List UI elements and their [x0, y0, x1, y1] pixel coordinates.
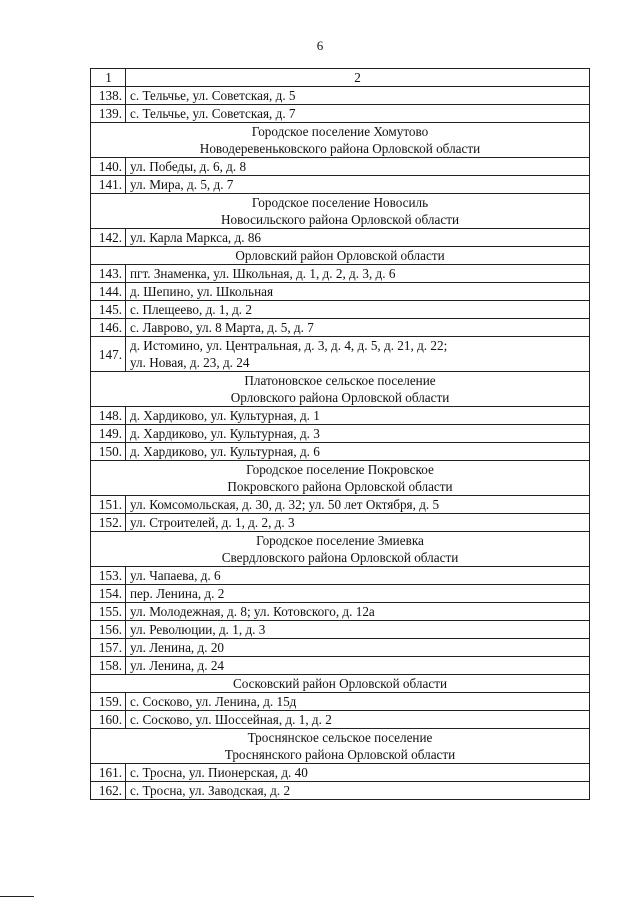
row-address — [126, 407, 590, 425]
cell-line: Орловского района Орловской области — [230, 390, 450, 405]
cell-line: Городское поселение Новосиль — [251, 195, 429, 210]
section-title — [91, 194, 590, 229]
cell-line: с. Лаврово, ул. 8 Марта, д. 5, д. 7 — [130, 320, 314, 335]
row-address — [126, 319, 590, 337]
table-row — [91, 283, 590, 301]
cell-line: ул. Комсомольская, д. 30, д. 32; ул. 50 лет Октября, д. 5 — [130, 497, 440, 512]
row-number: 160. — [91, 711, 126, 729]
cell-line: с. Сосково, ул. Шоссейная, д. 1, д. 2 — [130, 712, 332, 727]
row-number: 146. — [91, 319, 126, 337]
section-title — [91, 372, 590, 407]
row-address — [126, 639, 590, 657]
address-table — [90, 68, 590, 800]
cell-line: Городское поселение Змиевка — [256, 533, 424, 548]
cell-line: с. Плещеево, д. 1, д. 2 — [130, 302, 252, 317]
cell-line: д. Хардиково, ул. Культурная, д. 1 — [130, 408, 320, 423]
table-row — [91, 764, 590, 782]
table-row — [91, 567, 590, 585]
section-title — [91, 675, 590, 693]
table-row — [91, 711, 590, 729]
row-address — [126, 657, 590, 675]
row-address — [126, 158, 590, 176]
row-address — [126, 621, 590, 639]
row-address — [126, 337, 590, 372]
row-address — [126, 265, 590, 283]
cell-line: ул. Молодежная, д. 8; ул. Котовского, д. 12а — [130, 604, 375, 619]
row-number: 150. — [91, 443, 126, 461]
row-address — [126, 105, 590, 123]
table-row — [91, 407, 590, 425]
row-address — [126, 782, 590, 800]
cell-line: с. Тельчье, ул. Советская, д. 7 — [130, 106, 296, 121]
section-header-row — [91, 123, 590, 158]
table-row — [91, 337, 590, 372]
row-address — [126, 229, 590, 247]
row-number: 149. — [91, 425, 126, 443]
row-number: 154. — [91, 585, 126, 603]
cell-line: ул. Революции, д. 1, д. 3 — [130, 622, 266, 637]
row-address — [126, 603, 590, 621]
footnote-rule — [0, 896, 34, 897]
cell-line: д. Хардиково, ул. Культурная, д. 6 — [130, 444, 320, 459]
section-header-row — [91, 532, 590, 567]
cell-line: ул. Ленина, д. 20 — [130, 640, 225, 655]
row-number: 152. — [91, 514, 126, 532]
section-header-row — [91, 675, 590, 693]
cell-line: пер. Ленина, д. 2 — [130, 586, 225, 601]
row-address — [126, 567, 590, 585]
row-address — [126, 425, 590, 443]
table-row — [91, 425, 590, 443]
row-number: 145. — [91, 301, 126, 319]
row-number: 139. — [91, 105, 126, 123]
table-row — [91, 657, 590, 675]
header-col-2: 2 — [126, 69, 590, 87]
cell-line: Сосковский район Орловской области — [232, 676, 448, 691]
table-row — [91, 639, 590, 657]
row-number: 138. — [91, 87, 126, 105]
header-col-1: 1 — [91, 69, 126, 87]
row-number: 162. — [91, 782, 126, 800]
row-number: 144. — [91, 283, 126, 301]
cell-line: с. Тельчье, ул. Советская, д. 5 — [130, 88, 296, 103]
row-address — [126, 87, 590, 105]
cell-line: с. Тросна, ул. Пионерская, д. 40 — [130, 765, 308, 780]
table-row — [91, 585, 590, 603]
table-row — [91, 176, 590, 194]
section-header-row — [91, 194, 590, 229]
cell-line: пгт. Знаменка, ул. Школьная, д. 1, д. 2, д. 3, д. 6 — [130, 266, 396, 281]
row-number: 147. — [91, 337, 126, 372]
table-row — [91, 693, 590, 711]
row-number: 161. — [91, 764, 126, 782]
table-row — [91, 158, 590, 176]
cell-line: Троснянское сельское поселение — [247, 730, 433, 745]
table-row — [91, 603, 590, 621]
cell-line: с. Тросна, ул. Заводская, д. 2 — [130, 783, 291, 798]
table-header-row — [91, 69, 590, 87]
cell-line: д. Хардиково, ул. Культурная, д. 3 — [130, 426, 320, 441]
cell-line: ул. Строителей, д. 1, д. 2, д. 3 — [130, 515, 295, 530]
section-title — [91, 247, 590, 265]
section-header-row — [91, 372, 590, 407]
row-address — [126, 711, 590, 729]
row-number: 157. — [91, 639, 126, 657]
cell-line: Новосильского района Орловской области — [220, 212, 460, 227]
table-row — [91, 265, 590, 283]
page-number: 6 — [316, 38, 324, 53]
row-number: 148. — [91, 407, 126, 425]
cell-line: Городское поселение Хомутово — [251, 124, 429, 139]
cell-line: ул. Ленина, д. 24 — [130, 658, 225, 673]
cell-line: д. Истомино, ул. Центральная, д. 3, д. 4, д. 5, д. 21, д. 22; — [130, 338, 448, 353]
section-title — [91, 461, 590, 496]
row-address — [126, 301, 590, 319]
cell-line: Городское поселение Покровское — [246, 462, 434, 477]
row-number: 153. — [91, 567, 126, 585]
cell-line: Платоновское сельское поселение — [244, 373, 436, 388]
table-row — [91, 782, 590, 800]
cell-line: ул. Новая, д. 23, д. 24 — [130, 355, 250, 370]
section-header-row — [91, 461, 590, 496]
row-address — [126, 585, 590, 603]
cell-line: ул. Победы, д. 6, д. 8 — [130, 159, 247, 174]
section-header-row — [91, 247, 590, 265]
table-row — [91, 514, 590, 532]
row-address — [126, 176, 590, 194]
cell-line: ул. Чапаева, д. 6 — [130, 568, 221, 583]
row-number: 156. — [91, 621, 126, 639]
cell-line: Свердловского района Орловской области — [221, 550, 459, 565]
section-header-row — [91, 729, 590, 764]
table-row — [91, 105, 590, 123]
row-address — [126, 764, 590, 782]
cell-line: Новодеревеньковского района Орловской области — [199, 141, 481, 156]
row-address — [126, 283, 590, 301]
row-address — [126, 514, 590, 532]
table-row — [91, 496, 590, 514]
table-row — [91, 301, 590, 319]
row-number: 155. — [91, 603, 126, 621]
row-number: 141. — [91, 176, 126, 194]
row-address — [126, 443, 590, 461]
row-number: 142. — [91, 229, 126, 247]
table-row — [91, 87, 590, 105]
row-number: 140. — [91, 158, 126, 176]
cell-line: с. Сосково, ул. Ленина, д. 15д — [130, 694, 297, 709]
row-number: 159. — [91, 693, 126, 711]
section-title — [91, 729, 590, 764]
table-body — [91, 69, 590, 800]
cell-line: д. Шепино, ул. Школьная — [130, 284, 274, 299]
cell-line: ул. Карла Маркса, д. 86 — [130, 230, 262, 245]
cell-line: Орловский район Орловской области — [235, 248, 445, 263]
table-row — [91, 443, 590, 461]
table-row — [91, 621, 590, 639]
table-row — [91, 229, 590, 247]
row-number: 143. — [91, 265, 126, 283]
table-row — [91, 319, 590, 337]
cell-line: ул. Мира, д. 5, д. 7 — [130, 177, 234, 192]
cell-line: Покровского района Орловской области — [227, 479, 453, 494]
cell-line: Троснянского района Орловской области — [224, 747, 456, 762]
row-address — [126, 693, 590, 711]
section-title — [91, 532, 590, 567]
row-number: 151. — [91, 496, 126, 514]
section-title — [91, 123, 590, 158]
row-address — [126, 496, 590, 514]
row-number: 158. — [91, 657, 126, 675]
